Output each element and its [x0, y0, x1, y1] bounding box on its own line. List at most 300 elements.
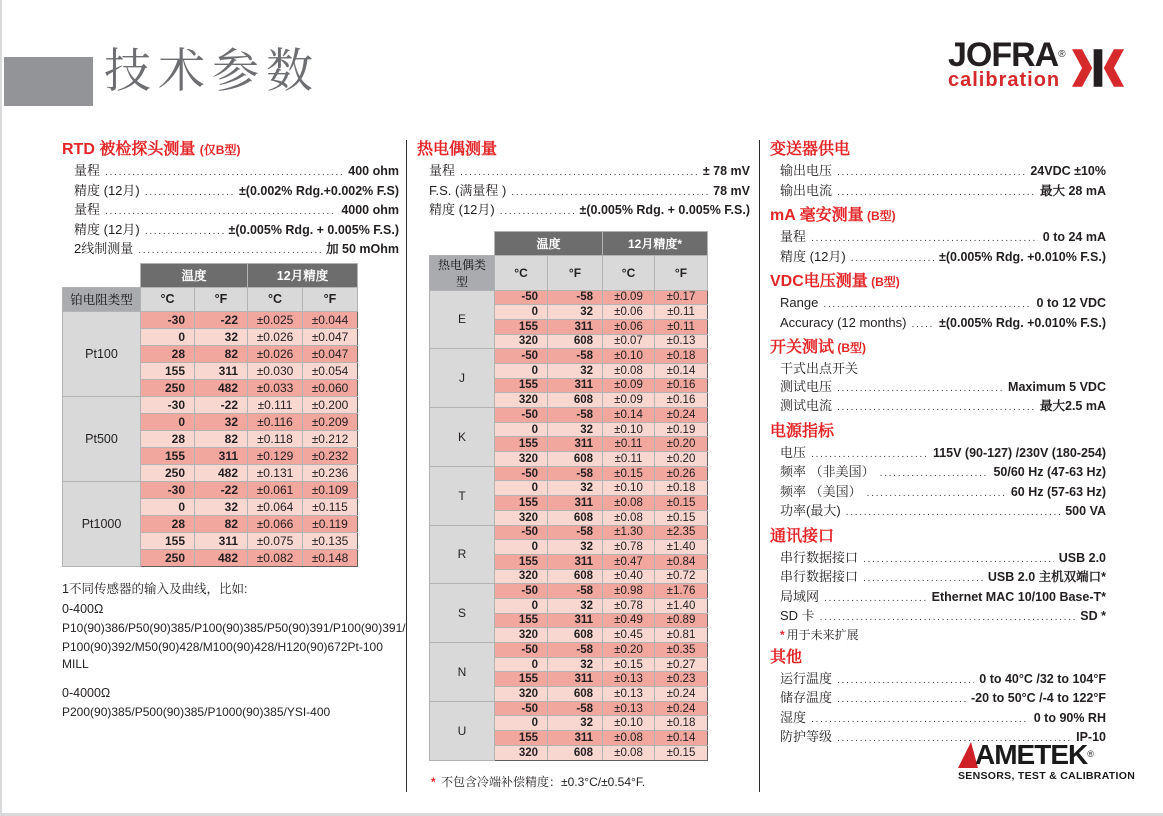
acc-f-cell: ±0.060 — [303, 379, 358, 396]
table-span-header: 12月精度* — [603, 231, 708, 255]
temp-f-cell: 608 — [548, 687, 603, 702]
acc-f-cell: ±0.209 — [303, 413, 358, 430]
temp-f-cell: -58 — [548, 466, 603, 481]
temp-c-cell: 320 — [495, 569, 548, 584]
dot-leader — [145, 183, 234, 202]
spec-label: 输出电压 — [780, 163, 833, 178]
temp-c-cell: 0 — [141, 328, 195, 345]
acc-c-cell: ±0.13 — [603, 701, 655, 716]
temp-c-cell: 250 — [141, 379, 195, 396]
table-unit-header: °C — [141, 287, 195, 311]
spec-label: 干式出点开关 — [780, 361, 859, 376]
dot-leader — [145, 222, 224, 241]
spec-label: 串行数据接口 — [780, 549, 859, 565]
acc-f-cell: ±0.054 — [303, 362, 358, 379]
acc-c-cell: ±0.131 — [248, 464, 303, 481]
jofra-mark-icon — [1072, 42, 1124, 99]
jofra-sub-text: calibration — [948, 69, 1061, 91]
temp-f-cell: 32 — [195, 498, 248, 515]
temp-f-cell: 311 — [548, 554, 603, 569]
group-name-cell: Pt1000 — [63, 481, 141, 566]
registered-mark: ® — [1058, 49, 1065, 60]
spec-value: 50/60 Hz (47-63 Hz) — [993, 465, 1106, 479]
acc-c-cell: ±0.78 — [603, 598, 655, 613]
acc-c-cell: ±0.129 — [248, 447, 303, 464]
section-heading — [770, 648, 1106, 668]
temp-c-cell: 0 — [495, 540, 548, 555]
temp-f-cell: 608 — [548, 628, 603, 643]
section-heading-suffix: (仅B型) — [199, 143, 241, 157]
spec-value: SD * — [1080, 609, 1106, 623]
table-unit-header: °C — [495, 255, 548, 290]
table-span-header: 12月精度 — [248, 263, 358, 287]
column-divider — [406, 140, 407, 792]
spec-label: 2线制测量 — [74, 241, 134, 256]
acc-f-cell: ±0.35 — [655, 643, 708, 658]
table-row — [430, 525, 708, 540]
temp-c-cell: -50 — [495, 408, 548, 423]
table-row — [430, 643, 708, 658]
spec-value: 78 mV — [713, 183, 750, 198]
temp-c-cell: -30 — [141, 311, 195, 328]
dot-leader — [846, 504, 1061, 522]
acc-c-cell: ±0.10 — [603, 481, 655, 496]
temp-c-cell: 0 — [495, 657, 548, 672]
acc-c-cell: ±0.13 — [603, 672, 655, 687]
column-divider — [759, 140, 760, 792]
temp-f-cell: 311 — [195, 362, 248, 379]
acc-f-cell: ±0.15 — [655, 496, 708, 511]
temp-f-cell: 32 — [548, 716, 603, 731]
temp-f-cell: 311 — [548, 731, 603, 746]
temp-f-cell: 311 — [548, 496, 603, 511]
temp-c-cell: -50 — [495, 701, 548, 716]
spec-row — [62, 162, 399, 182]
spec-value: 24VDC ±10% — [1030, 164, 1106, 178]
spec-label: 局域网 — [780, 588, 820, 604]
spec-section — [770, 527, 1106, 643]
temp-c-cell: 155 — [495, 378, 548, 393]
thermocouple-spec-list — [417, 162, 750, 221]
spec-label: 湿度 — [780, 709, 807, 725]
table-span-header: 温度 — [495, 231, 603, 255]
table-unit-header: °C — [248, 287, 303, 311]
temp-f-cell: 311 — [195, 532, 248, 549]
spec-value: 最大 28 mA — [1040, 183, 1106, 198]
acc-f-cell: ±0.200 — [303, 396, 358, 413]
group-name-cell: R — [430, 525, 495, 584]
section-heading — [62, 140, 399, 160]
temp-c-cell: -50 — [495, 349, 548, 364]
temp-c-cell: -50 — [495, 466, 548, 481]
corner-empty-cell — [63, 263, 141, 287]
spec-label: 串行数据接口 — [780, 569, 859, 584]
spec-row — [770, 549, 1106, 569]
spec-row — [770, 588, 1106, 608]
acc-f-cell: ±0.047 — [303, 345, 358, 362]
table-corner-header: 热电偶类型 — [430, 255, 495, 290]
temp-c-cell: -50 — [495, 584, 548, 599]
table-span-header-row — [63, 263, 358, 287]
spec-row — [770, 483, 1106, 503]
table-row — [63, 396, 358, 413]
acc-f-cell: ±0.15 — [655, 510, 708, 525]
section-heading — [770, 338, 1106, 358]
temp-c-cell: 155 — [141, 362, 195, 379]
spec-label: 运行温度 — [780, 670, 833, 686]
spec-label: 精度 (12月) — [429, 202, 495, 217]
temp-f-cell: 311 — [548, 378, 603, 393]
temp-c-cell: -30 — [141, 481, 195, 498]
section-heading-text: 热电偶测量 — [417, 141, 498, 158]
dot-leader — [851, 250, 934, 268]
group-name-cell: U — [430, 701, 495, 760]
spec-row — [770, 314, 1106, 334]
asterisk: * — [780, 627, 785, 642]
spec-value: Maximum 5 VDC — [1008, 379, 1106, 394]
spec-value: 最大2.5 mA — [1040, 399, 1106, 413]
acc-c-cell: ±0.14 — [603, 408, 655, 423]
table-row — [430, 349, 708, 364]
table-corner-header: 铂电阻类型 — [63, 287, 141, 311]
section-heading — [770, 206, 1106, 226]
spec-label: 精度 (12月) — [74, 182, 140, 198]
temp-f-cell: -58 — [548, 408, 603, 423]
acc-f-cell: ±0.23 — [655, 672, 708, 687]
acc-c-cell: ±0.98 — [603, 584, 655, 599]
acc-f-cell: ±0.27 — [655, 657, 708, 672]
spec-value: -20 to 50°C /-4 to 122°F — [970, 691, 1106, 705]
acc-f-cell: ±0.89 — [655, 613, 708, 628]
temp-c-cell: 155 — [495, 672, 548, 687]
acc-f-cell: ±0.044 — [303, 311, 358, 328]
spec-section — [770, 206, 1106, 267]
acc-c-cell: ±0.064 — [248, 498, 303, 515]
dot-leader — [105, 202, 336, 221]
acc-c-cell: ±0.06 — [603, 305, 655, 320]
spec-value: ±(0.005% Rdg. + 0.005% F.S.) — [579, 203, 750, 217]
spec-value: 加 50 mOhm — [326, 242, 399, 256]
thermocouple-accuracy-table — [429, 231, 708, 761]
spec-label: 测试电流 — [780, 398, 833, 413]
acc-c-cell: ±0.08 — [603, 731, 655, 746]
note-line: 0-4000Ω — [62, 685, 111, 700]
section-heading-text: 变送器供电 — [770, 141, 851, 158]
spec-section — [770, 140, 1106, 201]
temp-f-cell: 608 — [548, 334, 603, 349]
table-row — [430, 290, 708, 305]
table-row — [430, 701, 708, 716]
note-line: P100(90)392/M50(90)428/M100(90)428/H120(90)672Pt-100 MILL — [62, 639, 383, 671]
acc-f-cell: ±0.24 — [655, 408, 708, 423]
acc-f-cell: ±1.40 — [655, 598, 708, 613]
spec-row — [770, 378, 1106, 398]
acc-c-cell: ±0.15 — [603, 657, 655, 672]
acc-f-cell: ±0.115 — [303, 498, 358, 515]
spec-value: IP-10 — [1076, 730, 1106, 744]
jofra-logo — [948, 36, 1124, 99]
temp-f-cell: 32 — [548, 305, 603, 320]
spec-label: 输出电流 — [780, 182, 833, 198]
temp-c-cell: 0 — [495, 422, 548, 437]
acc-f-cell: ±0.232 — [303, 447, 358, 464]
temp-f-cell: 608 — [548, 745, 603, 760]
temp-c-cell: 0 — [141, 498, 195, 515]
temp-c-cell: -30 — [141, 396, 195, 413]
dot-leader — [863, 570, 983, 588]
spec-row — [770, 294, 1106, 314]
acc-f-cell: ±2.35 — [655, 525, 708, 540]
rtd-notes — [62, 581, 406, 721]
spec-value: 400 ohm — [348, 164, 399, 178]
spec-row — [770, 248, 1106, 268]
temp-f-cell: 32 — [195, 328, 248, 345]
temp-c-cell: -50 — [495, 290, 548, 305]
acc-f-cell: ±0.14 — [655, 363, 708, 378]
temp-f-cell: -58 — [548, 701, 603, 716]
temp-c-cell: 320 — [495, 745, 548, 760]
jofra-logo-text — [948, 36, 1065, 91]
temp-f-cell: 311 — [195, 447, 248, 464]
temp-c-cell: 250 — [141, 464, 195, 481]
acc-f-cell: ±0.18 — [655, 481, 708, 496]
spec-row — [770, 397, 1106, 417]
thermocouple-section — [417, 140, 750, 790]
temp-f-cell: -58 — [548, 290, 603, 305]
note-line: 1不同传感器的输入及曲线，比如: — [62, 581, 248, 596]
acc-c-cell: ±0.033 — [248, 379, 303, 396]
dot-leader — [811, 711, 1029, 729]
spec-label: 功率(最大) — [780, 503, 841, 518]
dot-leader — [911, 316, 934, 334]
temp-f-cell: 608 — [548, 510, 603, 525]
table-unit-header-row — [430, 255, 708, 290]
group-name-cell: J — [430, 349, 495, 408]
temp-f-cell: 32 — [548, 657, 603, 672]
note-line: P10(90)386/P50(90)385/P100(90)385/P50(90)391/P100(90)391/ — [62, 620, 406, 635]
temp-f-cell: -22 — [195, 311, 248, 328]
acc-c-cell: ±0.11 — [603, 437, 655, 452]
dot-leader — [820, 609, 1076, 627]
dot-leader — [837, 164, 1025, 182]
section-note — [770, 627, 1106, 643]
temp-c-cell: 250 — [141, 549, 195, 566]
temp-f-cell: 482 — [195, 464, 248, 481]
ametek-brand-row — [958, 741, 1135, 768]
acc-c-cell: ±0.11 — [603, 452, 655, 467]
spec-row — [417, 162, 750, 182]
dot-leader — [837, 184, 1035, 202]
acc-c-cell: ±0.025 — [248, 311, 303, 328]
temp-c-cell: 320 — [495, 334, 548, 349]
section-heading — [770, 140, 1106, 160]
temp-f-cell: 32 — [548, 540, 603, 555]
acc-f-cell: ±0.24 — [655, 701, 708, 716]
acc-c-cell: ±0.10 — [603, 716, 655, 731]
spec-row — [62, 221, 399, 241]
acc-c-cell: ±0.09 — [603, 290, 655, 305]
acc-f-cell: ±0.16 — [655, 378, 708, 393]
temp-c-cell: 320 — [495, 393, 548, 408]
acc-f-cell: ±0.84 — [655, 554, 708, 569]
rtd-spec-list — [62, 162, 399, 260]
acc-f-cell: ±0.14 — [655, 731, 708, 746]
spec-row — [770, 463, 1106, 483]
acc-c-cell: ±0.47 — [603, 554, 655, 569]
spec-row — [62, 201, 399, 221]
spec-row — [770, 444, 1106, 464]
acc-f-cell: ±1.76 — [655, 584, 708, 599]
acc-f-cell: ±0.16 — [655, 393, 708, 408]
spec-row — [417, 182, 750, 202]
temp-c-cell: 28 — [141, 515, 195, 532]
table-unit-header: °F — [195, 287, 248, 311]
temp-f-cell: 608 — [548, 452, 603, 467]
temp-f-cell: 482 — [195, 379, 248, 396]
spec-value: ±(0.005% Rdg. +0.010% F.S.) — [939, 315, 1106, 330]
acc-c-cell: ±0.066 — [248, 515, 303, 532]
acc-c-cell: ±0.49 — [603, 613, 655, 628]
temp-f-cell: 311 — [548, 437, 603, 452]
acc-f-cell: ±0.13 — [655, 334, 708, 349]
group-name-cell: Pt100 — [63, 311, 141, 396]
acc-c-cell: ±0.082 — [248, 549, 303, 566]
temp-c-cell: 320 — [495, 510, 548, 525]
spec-row — [417, 201, 750, 221]
table-unit-header: °F — [303, 287, 358, 311]
thermocouple-table-wrap — [417, 231, 750, 761]
section-heading-suffix: (B型) — [863, 209, 896, 223]
temp-f-cell: 311 — [548, 613, 603, 628]
dot-leader — [460, 163, 698, 182]
acc-f-cell: ±0.19 — [655, 422, 708, 437]
dot-leader — [837, 691, 966, 709]
spec-section — [770, 648, 1106, 748]
temp-c-cell: 320 — [495, 452, 548, 467]
temp-f-cell: 82 — [195, 515, 248, 532]
temp-f-cell: 32 — [548, 598, 603, 613]
section-heading-text: RTD 被检探头测量 — [62, 141, 196, 158]
spec-value: 0 to 12 VDC — [1036, 296, 1106, 310]
dot-leader — [823, 296, 1031, 314]
spec-section — [770, 422, 1106, 522]
dot-leader — [880, 465, 989, 483]
table-row — [63, 311, 358, 328]
temp-c-cell: 0 — [495, 305, 548, 320]
note-line: P200(90)385/P500(90)385/P1000(90)385/YSI-400 — [62, 704, 331, 719]
acc-c-cell: ±0.15 — [603, 466, 655, 481]
acc-f-cell: ±0.20 — [655, 437, 708, 452]
section-heading-text: 其他 — [770, 648, 803, 666]
section-heading — [417, 140, 750, 160]
thermocouple-footnote — [431, 773, 750, 790]
spec-value: 500 VA — [1065, 504, 1106, 518]
group-name-cell: T — [430, 466, 495, 525]
section-heading-suffix: (B型) — [834, 341, 867, 355]
spec-label: 量程 — [780, 229, 807, 244]
spec-value: 0 to 40°C /32 to 104°F — [979, 671, 1106, 686]
temp-f-cell: -58 — [548, 349, 603, 364]
temp-c-cell: -50 — [495, 643, 548, 658]
dot-leader — [500, 202, 575, 221]
temp-c-cell: 155 — [495, 613, 548, 628]
group-name-cell: S — [430, 584, 495, 643]
dot-leader — [105, 163, 343, 182]
section-heading-suffix: (B型) — [867, 275, 900, 289]
temp-f-cell: 32 — [548, 422, 603, 437]
group-name-cell: N — [430, 643, 495, 702]
temp-c-cell: 155 — [495, 554, 548, 569]
temp-f-cell: 32 — [548, 363, 603, 378]
acc-c-cell: ±0.026 — [248, 328, 303, 345]
acc-f-cell: ±0.72 — [655, 569, 708, 584]
temp-f-cell: 82 — [195, 345, 248, 362]
temp-c-cell: 28 — [141, 430, 195, 447]
acc-f-cell: ±0.109 — [303, 481, 358, 498]
acc-f-cell: ±0.11 — [655, 319, 708, 334]
spec-label: 频率 （非美国） — [780, 464, 875, 479]
spec-label: 量程 — [74, 202, 101, 217]
dot-leader — [867, 485, 1006, 503]
dot-leader — [824, 590, 927, 608]
temp-f-cell: -58 — [548, 525, 603, 540]
dot-leader — [811, 230, 1038, 248]
page-title: 技术参数 — [104, 44, 320, 99]
spec-label: 储存温度 — [780, 690, 833, 705]
spec-row — [770, 670, 1106, 690]
section-heading-text: 电源指标 — [770, 422, 835, 440]
spec-row — [770, 502, 1106, 522]
temp-c-cell: 155 — [495, 731, 548, 746]
acc-c-cell: ±0.20 — [603, 643, 655, 658]
temp-c-cell: 0 — [495, 716, 548, 731]
acc-f-cell: ±0.17 — [655, 290, 708, 305]
temp-c-cell: 28 — [141, 345, 195, 362]
acc-f-cell: ±0.119 — [303, 515, 358, 532]
spec-row — [770, 709, 1106, 729]
spec-row — [770, 607, 1106, 627]
dot-leader — [837, 672, 974, 690]
registered-mark: ® — [1087, 749, 1093, 759]
acc-c-cell: ±0.061 — [248, 481, 303, 498]
spec-row — [62, 240, 399, 260]
temp-c-cell: 0 — [141, 413, 195, 430]
spec-section — [770, 338, 1106, 417]
spec-value: 0 to 90% RH — [1033, 710, 1106, 725]
temp-f-cell: 32 — [548, 481, 603, 496]
footnote-text: 不包含冷端补偿精度：±0.3°C/±0.54°F. — [437, 774, 646, 789]
temp-f-cell: -58 — [548, 643, 603, 658]
acc-f-cell: ±0.148 — [303, 549, 358, 566]
temp-c-cell: 155 — [141, 447, 195, 464]
jofra-brand-word: JOFRA — [948, 36, 1059, 74]
acc-f-cell: ±0.212 — [303, 430, 358, 447]
temp-f-cell: 608 — [548, 393, 603, 408]
acc-f-cell: ±0.236 — [303, 464, 358, 481]
table-span-header-row — [430, 231, 708, 255]
spec-label: 频率 （美国） — [780, 483, 862, 499]
acc-c-cell: ±0.08 — [603, 745, 655, 760]
note-line: 0-400Ω — [62, 601, 104, 616]
spec-label: Range — [780, 295, 819, 310]
temp-c-cell: 320 — [495, 628, 548, 643]
acc-c-cell: ±0.08 — [603, 510, 655, 525]
temp-f-cell: 32 — [195, 413, 248, 430]
title-accent-bar — [4, 57, 93, 106]
acc-f-cell: ±1.40 — [655, 540, 708, 555]
acc-c-cell: ±0.78 — [603, 540, 655, 555]
spec-row — [770, 162, 1106, 182]
